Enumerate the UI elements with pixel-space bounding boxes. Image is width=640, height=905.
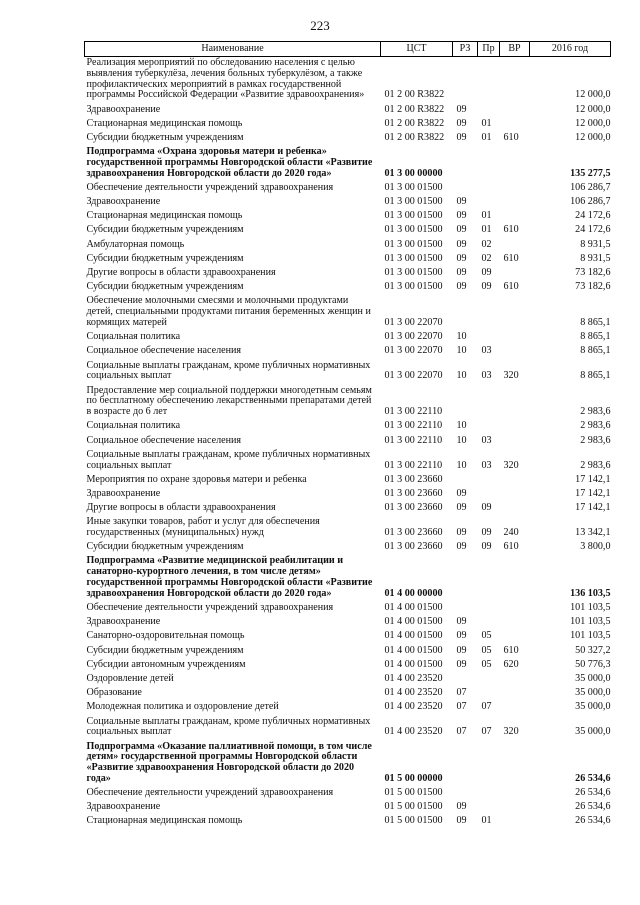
row-cst: 01 4 00 23520 <box>384 687 443 699</box>
row-pr: 09 <box>481 527 492 539</box>
row-name: Здравоохранение <box>86 487 161 499</box>
row-cst: 01 2 00 R3822 <box>384 103 445 115</box>
row-vr <box>500 741 530 788</box>
row-vr <box>500 801 530 815</box>
row-sum: 8 931,5 <box>580 252 611 264</box>
row-rz: 09 <box>456 117 467 129</box>
row-rz: 09 <box>456 801 467 813</box>
row-name: Санаторно-оздоровительная помощь <box>86 630 245 642</box>
row-name: Социальное обеспечение населения <box>86 345 242 357</box>
table-row <box>85 815 611 829</box>
row-pr <box>478 687 500 701</box>
row-pr <box>478 385 500 421</box>
row-cst: 01 2 00 R3822 <box>384 89 445 101</box>
row-cst: 01 3 00 22070 <box>384 370 443 382</box>
row-cst: 01 4 00 01500 <box>384 616 443 628</box>
table-row <box>85 281 611 295</box>
table-row <box>85 516 611 541</box>
row-pr: 09 <box>481 281 492 293</box>
row-vr: 620 <box>503 658 519 670</box>
row-sum: 12 000,0 <box>575 103 611 115</box>
row-name: Оздоровление детей <box>86 672 174 684</box>
table-row <box>85 224 611 238</box>
row-vr <box>500 345 530 359</box>
row-vr: 610 <box>503 644 519 656</box>
row-name: Стационарная медицинская помощь <box>86 210 243 222</box>
header-name: Наименование <box>85 42 381 57</box>
row-sum: 35 000,0 <box>575 687 611 699</box>
row-pr <box>478 57 500 104</box>
row-vr <box>500 474 530 488</box>
table-row <box>85 360 611 385</box>
row-name: Социальные выплаты гражданам, кроме публичных нормативных социальных выплат <box>86 715 371 738</box>
row-pr <box>478 420 500 434</box>
row-rz: 07 <box>456 726 467 738</box>
row-sum: 35 000,0 <box>575 672 611 684</box>
row-pr: 01 <box>481 210 492 222</box>
row-rz: 09 <box>456 616 467 628</box>
row-sum: 50 776,3 <box>575 658 611 670</box>
row-sum: 8 931,5 <box>580 238 611 250</box>
row-name: Подпрограмма «Развитие медицинской реабилитации и санаторно-курортного лечения, в том числе детям» государственной программы Новгородской области «Развитие здравоохранения Новгородской области до 2020 года» <box>86 555 373 599</box>
table-row <box>85 541 611 555</box>
row-rz: 10 <box>456 420 467 432</box>
table-row <box>85 345 611 359</box>
row-vr: 610 <box>503 252 519 264</box>
row-cst: 01 2 00 R3822 <box>384 131 445 143</box>
row-cst: 01 5 00 01500 <box>384 801 443 813</box>
row-name: Обеспечение деятельности учреждений здравоохранения <box>86 602 334 614</box>
table-row <box>85 118 611 132</box>
row-pr: 05 <box>481 630 492 642</box>
row-cst: 01 5 00 01500 <box>384 815 443 827</box>
row-pr <box>478 555 500 602</box>
header-cst: ЦСТ <box>381 42 453 57</box>
row-pr <box>478 295 500 331</box>
row-pr: 09 <box>481 502 492 514</box>
row-name: Здравоохранение <box>86 196 161 208</box>
table-row <box>85 673 611 687</box>
row-vr <box>500 701 530 715</box>
row-vr <box>500 602 530 616</box>
row-rz: 09 <box>456 527 467 539</box>
row-pr <box>478 196 500 210</box>
budget-table <box>84 41 611 830</box>
row-sum: 35 000,0 <box>575 701 611 713</box>
row-cst: 01 3 00 01500 <box>384 181 443 193</box>
row-pr <box>478 602 500 616</box>
row-cst: 01 3 00 22110 <box>384 459 443 471</box>
row-cst: 01 4 00 01500 <box>384 602 443 614</box>
table-row <box>85 239 611 253</box>
table-row <box>85 616 611 630</box>
row-cst: 01 3 00 00000 <box>384 167 443 179</box>
row-name: Обеспечение молочными смесями и молочными продуктами детей, специальными продуктами питания беременных женщин и кормящих матерей <box>86 295 371 329</box>
row-cst: 01 4 00 23520 <box>384 701 443 713</box>
row-pr: 03 <box>481 345 492 357</box>
row-pr <box>478 331 500 345</box>
table-row <box>85 210 611 224</box>
row-rz <box>453 474 478 488</box>
row-vr: 610 <box>503 541 519 553</box>
row-cst: 01 4 00 23520 <box>384 726 443 738</box>
header-pr: Пр <box>478 42 500 57</box>
row-pr <box>478 801 500 815</box>
table-row <box>85 196 611 210</box>
row-name: Мероприятия по охране здоровья матери и ребенка <box>86 473 307 485</box>
row-cst: 01 3 00 22070 <box>384 331 443 343</box>
row-rz: 09 <box>456 815 467 827</box>
row-rz: 09 <box>456 224 467 236</box>
row-sum: 73 182,6 <box>575 281 611 293</box>
row-vr: 610 <box>503 131 519 143</box>
row-pr <box>478 182 500 196</box>
row-sum: 2 983,6 <box>580 459 611 471</box>
row-rz <box>453 787 478 801</box>
row-vr <box>500 118 530 132</box>
row-name: Социальные выплаты гражданам, кроме публичных нормативных социальных выплат <box>86 359 371 382</box>
table-row <box>85 701 611 715</box>
row-rz: 10 <box>456 434 467 446</box>
row-cst: 01 3 00 23660 <box>384 502 443 514</box>
row-vr: 240 <box>503 527 519 539</box>
row-name: Другие вопросы в области здравоохранения <box>86 267 276 279</box>
row-name: Здравоохранение <box>86 801 161 813</box>
row-name: Здравоохранение <box>86 103 161 115</box>
row-pr: 03 <box>481 370 492 382</box>
row-vr: 320 <box>503 370 519 382</box>
row-sum: 24 172,6 <box>575 210 611 222</box>
row-sum: 26 534,6 <box>575 815 611 827</box>
row-sum: 35 000,0 <box>575 726 611 738</box>
row-vr <box>500 815 530 829</box>
row-rz: 09 <box>456 103 467 115</box>
row-name: Социальное обеспечение населения <box>86 434 242 446</box>
row-rz <box>453 602 478 616</box>
table-row <box>85 104 611 118</box>
table-row <box>85 295 611 331</box>
row-sum: 2 983,6 <box>580 406 611 418</box>
row-sum: 12 000,0 <box>575 89 611 101</box>
row-sum: 101 103,5 <box>570 630 611 642</box>
row-rz <box>453 673 478 687</box>
row-pr: 07 <box>481 726 492 738</box>
row-sum: 101 103,5 <box>570 602 611 614</box>
row-sum: 26 534,6 <box>575 787 611 799</box>
row-vr: 320 <box>503 459 519 471</box>
row-cst: 01 3 00 22110 <box>384 406 443 418</box>
row-rz: 09 <box>456 487 467 499</box>
row-sum: 106 286,7 <box>570 181 611 193</box>
row-pr <box>478 787 500 801</box>
row-pr <box>478 104 500 118</box>
row-pr: 01 <box>481 131 492 143</box>
row-sum: 24 172,6 <box>575 224 611 236</box>
table-row <box>85 474 611 488</box>
row-rz: 09 <box>456 630 467 642</box>
row-rz: 07 <box>456 701 467 713</box>
row-rz: 09 <box>456 252 467 264</box>
row-cst: 01 4 00 01500 <box>384 658 443 670</box>
table-row <box>85 132 611 146</box>
row-sum: 101 103,5 <box>570 616 611 628</box>
row-pr <box>478 616 500 630</box>
header-year: 2016 год <box>530 42 611 57</box>
row-pr: 02 <box>481 252 492 264</box>
row-cst: 01 3 00 22070 <box>384 317 443 329</box>
table-row <box>85 602 611 616</box>
row-pr: 05 <box>481 658 492 670</box>
row-sum: 3 800,0 <box>580 541 611 553</box>
table-row <box>85 57 611 104</box>
row-pr <box>478 488 500 502</box>
row-vr <box>500 502 530 516</box>
header-rz: РЗ <box>453 42 478 57</box>
row-vr <box>500 331 530 345</box>
row-name: Субсидии бюджетным учреждениям <box>86 252 244 264</box>
row-pr <box>478 741 500 788</box>
row-rz: 09 <box>456 658 467 670</box>
row-sum: 26 534,6 <box>575 772 611 784</box>
row-rz <box>453 741 478 788</box>
row-name: Другие вопросы в области здравоохранения <box>86 502 276 514</box>
row-rz: 09 <box>456 644 467 656</box>
table-row <box>85 385 611 421</box>
row-pr: 01 <box>481 117 492 129</box>
row-name: Подпрограмма «Охрана здоровья матери и ребенка» государственной программы Новгородской области «Развитие здравоохранения Новгородской области до 2020 года» <box>86 146 373 179</box>
row-vr: 610 <box>503 281 519 293</box>
row-rz: 09 <box>456 238 467 250</box>
row-vr <box>500 182 530 196</box>
row-pr: 05 <box>481 644 492 656</box>
table-row <box>85 253 611 267</box>
row-pr: 03 <box>481 459 492 471</box>
row-name: Образование <box>86 687 142 699</box>
row-sum: 50 327,2 <box>575 644 611 656</box>
row-name: Обеспечение деятельности учреждений здравоохранения <box>86 181 334 193</box>
table-row <box>85 801 611 815</box>
row-rz <box>453 295 478 331</box>
row-pr: 02 <box>481 238 492 250</box>
row-cst: 01 3 00 23660 <box>384 541 443 553</box>
row-name: Стационарная медицинская помощь <box>86 117 243 129</box>
row-vr <box>500 488 530 502</box>
row-sum: 2 983,6 <box>580 420 611 432</box>
table-row <box>85 267 611 281</box>
row-vr <box>500 146 530 182</box>
row-pr <box>478 146 500 182</box>
row-cst: 01 3 00 23660 <box>384 473 443 485</box>
row-sum: 136 103,5 <box>570 587 611 599</box>
row-name: Предоставление мер социальной поддержки многодетным семьям по бесплатному обеспечению лекарственными препаратами детей в возрасте до 6 лет <box>86 384 372 418</box>
row-name: Субсидии бюджетным учреждениям <box>86 281 244 293</box>
row-name: Субсидии бюджетным учреждениям <box>86 131 244 143</box>
row-vr <box>500 435 530 449</box>
row-pr: 09 <box>481 541 492 553</box>
row-cst: 01 2 00 R3822 <box>384 117 445 129</box>
row-pr: 01 <box>481 224 492 236</box>
row-vr <box>500 385 530 421</box>
row-sum: 13 342,1 <box>575 527 611 539</box>
row-sum: 17 142,1 <box>575 487 611 499</box>
row-vr <box>500 210 530 224</box>
row-vr: 320 <box>503 726 519 738</box>
row-sum: 26 534,6 <box>575 801 611 813</box>
row-name: Молодежная политика и оздоровление детей <box>86 701 279 713</box>
table-row <box>85 502 611 516</box>
row-name: Иные закупки товаров, работ и услуг для обеспечения государственных (муниципальных) нужд <box>86 516 320 539</box>
row-cst: 01 4 00 01500 <box>384 630 443 642</box>
row-pr <box>478 474 500 488</box>
row-name: Субсидии бюджетным учреждениям <box>86 224 244 236</box>
row-rz <box>453 146 478 182</box>
row-vr <box>500 687 530 701</box>
row-name: Социальная политика <box>86 331 181 343</box>
page-number: 223 <box>310 18 330 33</box>
row-cst: 01 5 00 01500 <box>384 787 443 799</box>
row-cst: 01 4 00 23520 <box>384 672 443 684</box>
table-row <box>85 182 611 196</box>
row-rz: 10 <box>456 370 467 382</box>
row-sum: 17 142,1 <box>575 502 611 514</box>
row-pr: 09 <box>481 267 492 279</box>
row-rz <box>453 182 478 196</box>
table-row <box>85 449 611 474</box>
row-name: Стационарная медицинская помощь <box>86 815 243 827</box>
row-vr <box>500 239 530 253</box>
row-vr <box>500 420 530 434</box>
row-rz: 09 <box>456 131 467 143</box>
row-sum: 8 865,1 <box>580 331 611 343</box>
row-sum: 12 000,0 <box>575 117 611 129</box>
row-cst: 01 3 00 01500 <box>384 267 443 279</box>
row-vr <box>500 267 530 281</box>
row-rz <box>453 385 478 421</box>
header-vr: ВР <box>500 42 530 57</box>
row-name: Здравоохранение <box>86 616 161 628</box>
row-cst: 01 3 00 01500 <box>384 281 443 293</box>
table-row <box>85 146 611 182</box>
table-row <box>85 787 611 801</box>
row-rz: 09 <box>456 281 467 293</box>
row-sum: 135 277,5 <box>570 167 611 179</box>
table-row <box>85 630 611 644</box>
row-pr: 07 <box>481 701 492 713</box>
row-rz <box>453 555 478 602</box>
row-pr <box>478 673 500 687</box>
row-sum: 17 142,1 <box>575 473 611 485</box>
row-cst: 01 3 00 23660 <box>384 487 443 499</box>
row-cst: 01 3 00 22110 <box>384 434 443 446</box>
row-pr: 01 <box>481 815 492 827</box>
row-vr <box>500 196 530 210</box>
row-vr <box>500 295 530 331</box>
table-row <box>85 331 611 345</box>
row-cst: 01 3 00 22110 <box>384 420 443 432</box>
row-sum: 73 182,6 <box>575 267 611 279</box>
row-pr: 03 <box>481 434 492 446</box>
row-name: Субсидии автономным учреждениям <box>86 658 246 670</box>
row-sum: 106 286,7 <box>570 196 611 208</box>
row-rz: 09 <box>456 502 467 514</box>
row-name: Обеспечение деятельности учреждений здравоохранения <box>86 787 334 799</box>
row-cst: 01 4 00 00000 <box>384 587 443 599</box>
table-row <box>85 435 611 449</box>
row-cst: 01 3 00 01500 <box>384 210 443 222</box>
row-vr <box>500 104 530 118</box>
row-name: Социальная политика <box>86 420 181 432</box>
row-cst: 01 4 00 01500 <box>384 644 443 656</box>
row-rz: 10 <box>456 345 467 357</box>
row-vr <box>500 616 530 630</box>
row-sum: 8 865,1 <box>580 370 611 382</box>
row-rz: 09 <box>456 541 467 553</box>
table-header-row <box>85 42 611 57</box>
table-row <box>85 687 611 701</box>
row-cst: 01 3 00 01500 <box>384 224 443 236</box>
row-cst: 01 5 00 00000 <box>384 772 443 784</box>
row-name: Субсидии бюджетным учреждениям <box>86 644 244 656</box>
row-sum: 2 983,6 <box>580 434 611 446</box>
row-name: Реализация мероприятий по обследованию населения с целью выявления туберкулёза, лечения больных туберкулёзом, а также профилактических мероприятий в рамках государственной программы Российской Федерации «Развитие здравоохранения» <box>86 57 365 101</box>
table-row <box>85 716 611 741</box>
table-body <box>85 57 611 830</box>
row-vr: 610 <box>503 224 519 236</box>
row-cst: 01 3 00 22070 <box>384 345 443 357</box>
row-name: Субсидии бюджетным учреждениям <box>86 541 244 553</box>
row-vr <box>500 630 530 644</box>
table-row <box>85 555 611 602</box>
row-rz: 09 <box>456 210 467 222</box>
row-sum: 8 865,1 <box>580 345 611 357</box>
row-name: Амбулаторная помощь <box>86 238 185 250</box>
row-rz: 09 <box>456 267 467 279</box>
row-cst: 01 3 00 23660 <box>384 527 443 539</box>
row-sum: 12 000,0 <box>575 131 611 143</box>
row-cst: 01 3 00 01500 <box>384 196 443 208</box>
row-cst: 01 3 00 01500 <box>384 238 443 250</box>
row-vr <box>500 673 530 687</box>
row-rz: 10 <box>456 331 467 343</box>
row-vr <box>500 57 530 104</box>
row-rz <box>453 57 478 104</box>
table-row <box>85 645 611 659</box>
row-vr <box>500 555 530 602</box>
table-row <box>85 420 611 434</box>
row-rz: 07 <box>456 687 467 699</box>
row-rz: 10 <box>456 459 467 471</box>
table-row <box>85 741 611 788</box>
row-name: Социальные выплаты гражданам, кроме публичных нормативных социальных выплат <box>86 448 371 471</box>
row-name: Подпрограмма «Оказание паллиативной помощи, в том числе детям» государственной программы Новгородской области «Развитие здравоохранения Новгородской области до 2020 года» <box>86 740 372 784</box>
row-vr <box>500 787 530 801</box>
row-sum: 8 865,1 <box>580 317 611 329</box>
table-row <box>85 659 611 673</box>
table-row <box>85 488 611 502</box>
row-rz: 09 <box>456 196 467 208</box>
row-cst: 01 3 00 01500 <box>384 252 443 264</box>
